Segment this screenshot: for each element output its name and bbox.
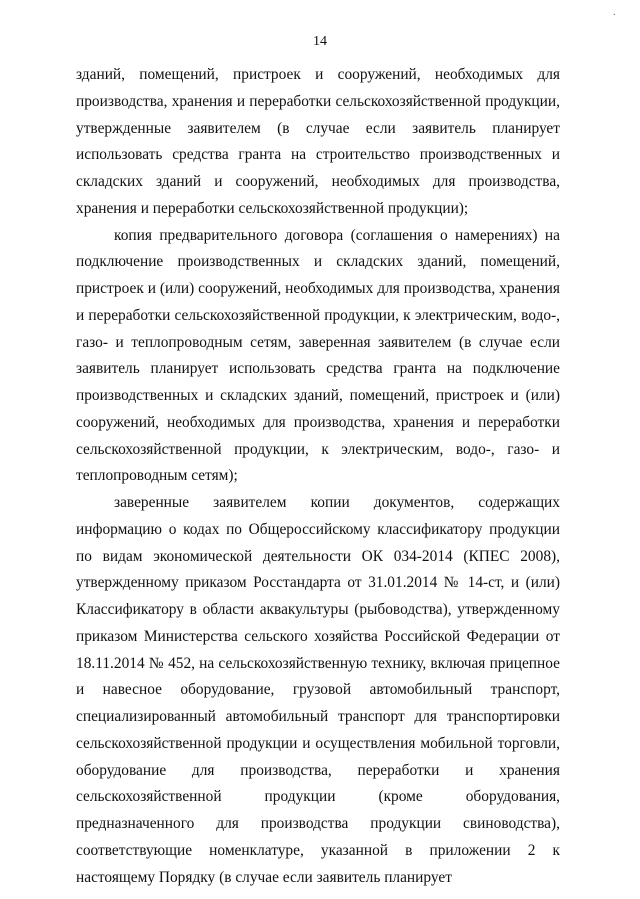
page-number: 14	[313, 34, 327, 49]
paragraph-certified-copies: заверенные заявителем копии документов, содержащих информацию о кодах по Общероссийскому классификатору продукции по видам экономической деятельности ОК 034-2014 (КПЕС 2008), утвержденному приказом Росстандарта от 31.01.2014 № 14-ст, и (или) Классификатору в области аквакультуры (рыбоводства), утвержденному приказом Министерства сельского хозяйства Российской Федерации от 18.11.2014 № 452, на сельскохозяйственную технику, включая прицепное и навесное оборудование, грузовой автомобильный транспорт, специализированный автомобильный транспорт для транспортировки сельскохозяйственной продукции и осуществления мобильной торговли, оборудование для производства, переработки и хранения сельскохозяйственной продукции (кроме оборудования, предназначенного для производства продукции свиноводства), соответствующие номенклатуре, указанной в приложении 2 к настоящему Порядку (в случае если заявитель планирует	[76, 494, 560, 886]
paragraph-preliminary-contract: копия предварительного договора (соглашения о намерениях) на подключение производственных и складских зданий, помещений, пристроек и (или) сооружений, необходимых для производства, хранения и переработки сельскохозяйственной продукции, к электрическим, водо-, газо- и теплопроводным сетям, заверенная заявителем (в случае если заявитель планирует использовать средства гранта на подключение производственных и складских зданий, помещений, пристроек и (или) сооружений, необходимых для производства, хранения и переработки сельскохозяйственной продукции, к электрическим, водо-, газо- и теплопроводным сетям);	[76, 226, 560, 485]
paragraph-continuation: зданий, помещений, пристроек и сооружений, необходимых для производства, хранения и переработки сельскохозяйственной продукции, утвержденные заявителем (в случае если заявитель планирует использовать средства гранта на строительство производственных и складских зданий и сооружений, необходимых для производства, хранения и переработки сельскохозяйственной продукции);	[76, 66, 560, 217]
scan-mark: ·	[612, 10, 616, 21]
document-body	[76, 62, 560, 891]
